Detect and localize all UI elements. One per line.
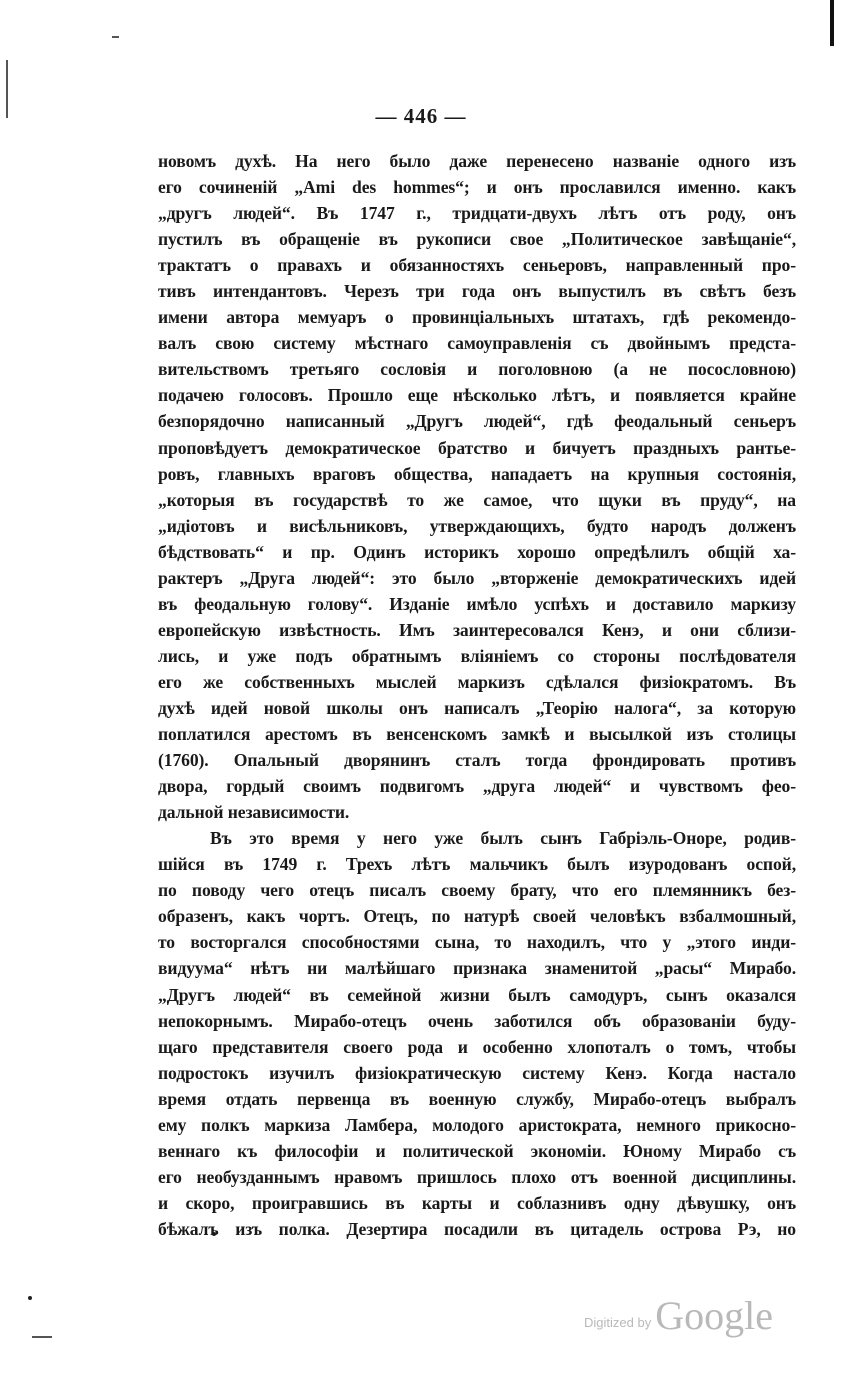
text-line: его сочиненій „Ami des hommes“; и онъ прославился именно. какъ [158,177,796,198]
text-line: образенъ, какъ чортъ. Отецъ, по натурѣ своей человѣкъ взбалмошный, [158,906,796,927]
watermark-prefix: Digitized by [584,1315,652,1330]
text-line: по поводу чего отецъ писалъ своему брату, что его племянникъ без- [158,880,796,901]
scan-margin-mark [32,1336,52,1338]
text-line: время отдать первенца въ военную службу, Мирабо-отецъ выбралъ [158,1088,796,1109]
text-line: безпорядочно написанный „Другъ людей“, гдѣ феодальный сеньеръ [158,411,796,432]
text-line: видуума“ нѣтъ ни малѣйшаго признака знаменитой „расы“ Мирабо. [158,958,796,979]
text-line: щаго представителя своего рода и особенно хлопоталъ о томъ, чтобы [158,1036,796,1057]
digitized-by-google-watermark [584,1293,773,1338]
text-line: проповѣдуетъ демократическое братство и бичуетъ праздныхъ рантье- [158,437,796,458]
text-line: и скоро, проигравшись въ карты и соблазнивъ одну дѣвушку, онъ [158,1192,796,1213]
text-line: ровъ, главныхъ враговъ общества, нападаетъ на крупныя состоянія, [158,463,796,484]
text-line: въ феодальную голову“. Изданіе имѣло успѣхъ и доставило маркизу [158,593,796,614]
text-line: пустилъ въ обращеніе въ рукописи свое „Политическое завѣщаніе“, [158,229,796,250]
text-line: непокорнымъ. Мирабо-отецъ очень заботился объ образованіи буду- [158,1010,796,1031]
text-line: „которыя въ государствѣ то же самое, что щуки въ пруду“, на [158,489,796,510]
text-line: бѣдствовать“ и пр. Одинъ историкъ хорошо опредѣлилъ общій ха- [158,541,796,562]
text-line: двора, гордый своимъ подвигомъ „друга людей“ и чувствомъ фео- [158,776,796,797]
text-line: трактатъ о правахъ и обязанностяхъ сеньеровъ, направленный про- [158,255,796,276]
text-line: лись, и уже подъ обратнымъ вліяніемъ со стороны послѣдователя [158,645,796,666]
text-line: веннаго къ философіи и политической экономіи. Юному Мирабо съ [158,1140,796,1161]
text-line: его необузданнымъ нравомъ пришлось плохо отъ военной дисциплины. [158,1166,796,1187]
text-line: то восторгался способностями сына, то находилъ, что у „этого инди- [158,932,796,953]
text-line: бѣжалъ изъ полка. Дезертира посадили въ цитадель острова Рэ, но [158,1218,796,1239]
text-line: ему полкъ маркиза Ламбера, молодого аристократа, немного прикосно- [158,1114,796,1135]
text-line: шійся въ 1749 г. Трехъ лѣтъ мальчикъ былъ изуродованъ оспой, [158,854,796,875]
text-line: тивъ интендантовъ. Черезъ три года онъ выпустилъ въ свѣтъ безъ [158,281,796,302]
text-line: рактеръ „Друга людей“: это было „вторженіе демократическихъ идей [158,567,796,588]
text-line: имени автора мемуаръ о провинціальныхъ штатахъ, гдѣ рекомендо- [158,307,796,328]
text-line: „другъ людей“. Въ 1747 г., тридцати-двухъ лѣтъ отъ роду, онъ [158,203,796,224]
text-line: подростокъ изучилъ физіократическую систему Кенэ. Когда настало [158,1062,796,1083]
text-line: вительствомъ третьяго сословія и поголовною (а не посословною) [158,359,796,380]
paragraph-first-line: Въ это время у него уже былъ сынъ Габріэль-Оноре, родив- [210,828,796,849]
scan-edge-shadow [830,0,834,46]
scan-margin-mark [112,36,119,38]
text-line: „Другъ людей“ въ семейной жизни былъ самодуръ, сынъ оказался [158,984,796,1005]
text-line: подачею голосовъ. Прошло еще нѣсколько лѣтъ, и появляется крайне [158,385,796,406]
text-line: поплатился арестомъ въ венсенскомъ замкѣ и высылкой изъ столицы [158,724,796,745]
text-line: новомъ духѣ. На него было даже перенесено названіе одного изъ [158,151,796,171]
text-line: духѣ идей новой школы онъ написалъ „Теорію налога“, за которую [158,697,796,718]
text-line: „идіотовъ и висѣльниковъ, утверждающихъ, будто народъ долженъ [158,515,796,536]
text-line: европейскую извѣстность. Имъ заинтересовался Кенэ, и они сблизи- [158,619,796,640]
paragraph-last-line: дальной независимости. [158,802,350,823]
page-number: — 446 — [375,104,467,128]
google-logo: Google [655,1293,773,1338]
scan-speck [28,1296,32,1300]
page-body-text [158,148,796,1242]
text-line: валъ свою систему мѣстнаго самоуправленія съ двойнымъ предста- [158,333,796,354]
text-line: (1760). Опальный дворянинъ сталъ тогда фрондировать противъ [158,750,796,771]
text-line: его же собственныхъ мыслей маркизъ сдѣлался физіократомъ. Въ [158,671,796,692]
